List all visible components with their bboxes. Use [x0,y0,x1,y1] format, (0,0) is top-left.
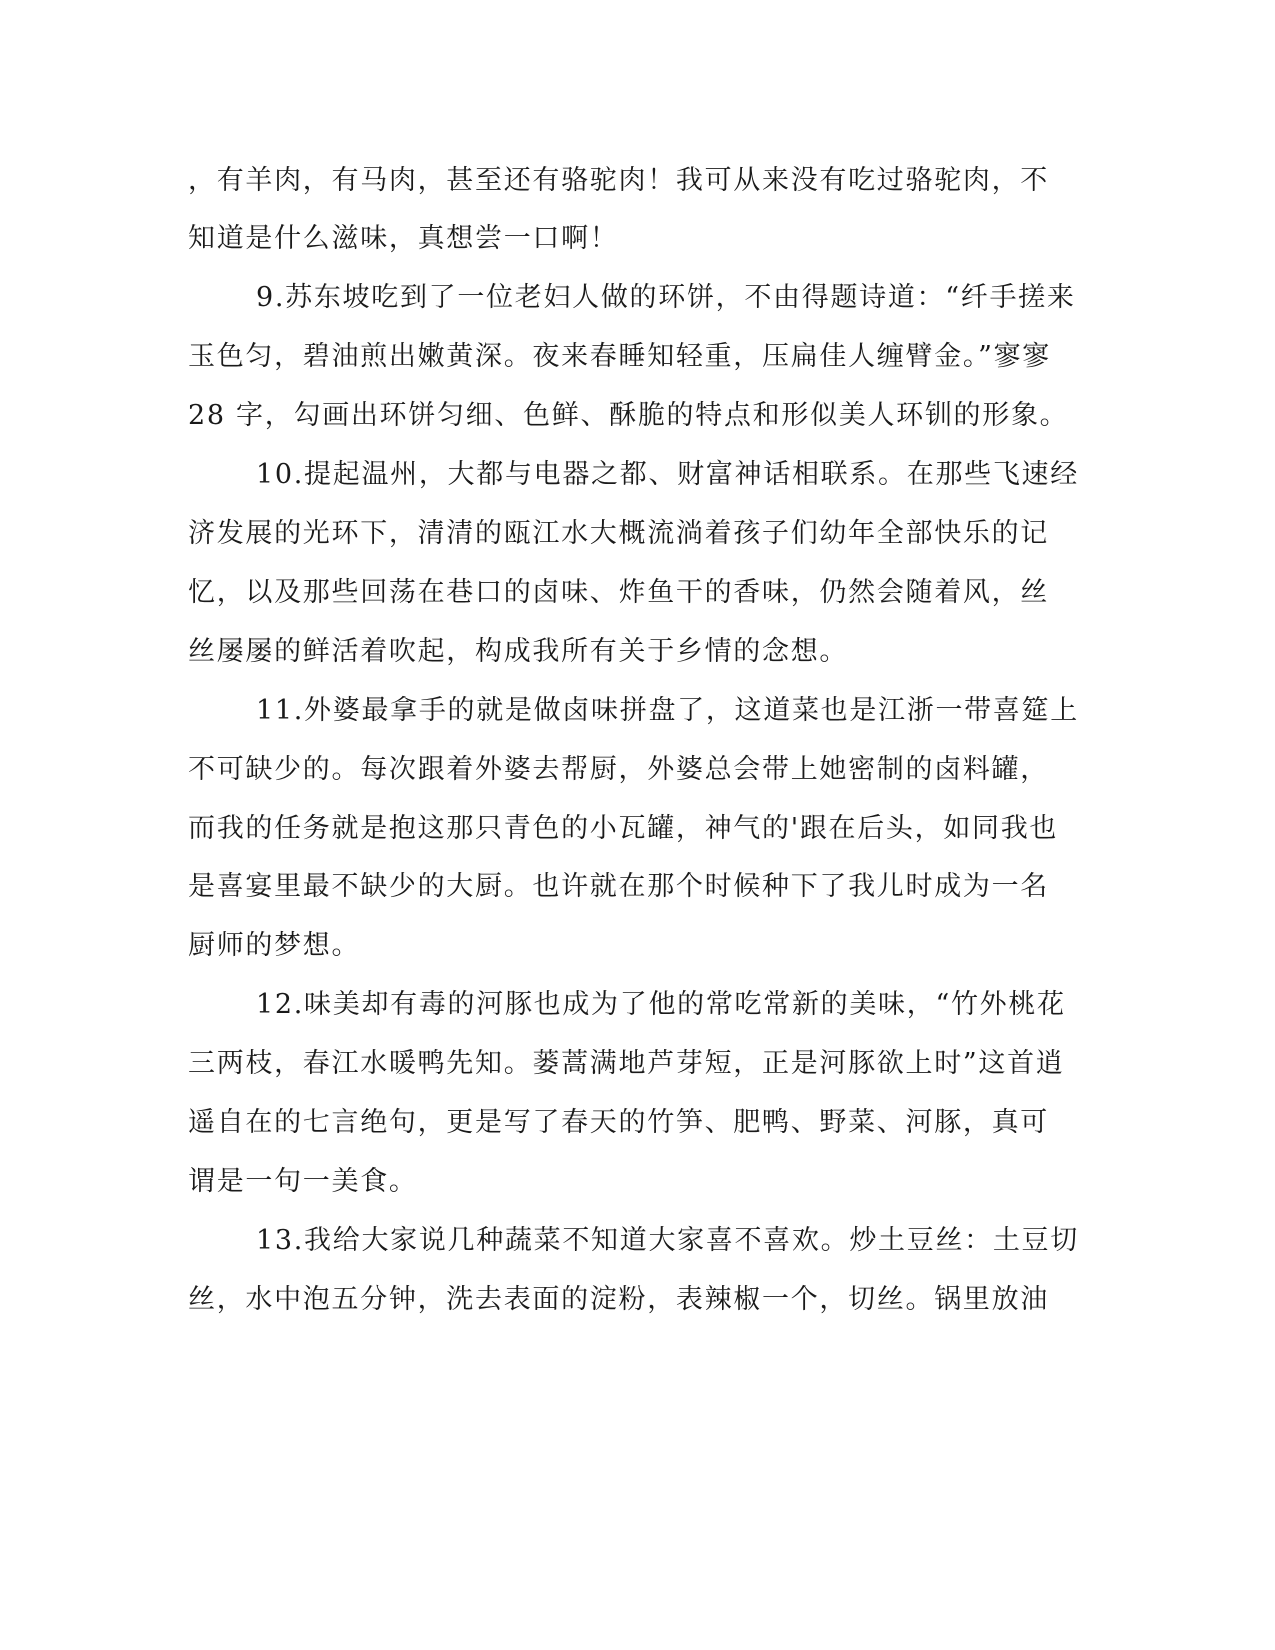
text-line: 知道是什么滋味，真想尝一口啊！ [188,223,619,254]
paragraph-13-first-line: 13.我给大家说几种蔬菜不知道大家喜不喜欢。炒土豆丝：土豆切 [256,1225,1079,1256]
paragraph-12-first-line: 12.味美却有毒的河豚也成为了他的常吃常新的美味，“竹外桃花 [256,989,1066,1020]
text-line: 丝，水中泡五分钟，洗去表面的淀粉，表辣椒一个，切丝。锅里放油 [188,1284,1049,1315]
text-line: 丝屡屡的鲜活着吹起，构成我所有关于乡情的念想。 [188,636,849,667]
text-line: 不可缺少的。每次跟着外婆去帮厨，外婆总会带上她密制的卤料罐， [188,754,1049,785]
text-line: 遥自在的七言绝句，更是写了春天的竹笋、肥鸭、野菜、河豚，真可 [188,1107,1049,1138]
paragraph-11-first-line: 11.外婆最拿手的就是做卤味拼盘了，这道菜也是江浙一带喜筵上 [256,695,1079,726]
text-line: 三两枝，春江水暖鸭先知。蒌蒿满地芦芽短，正是河豚欲上时”这首逍 [188,1048,1065,1079]
text-line: 谓是一句一美食。 [188,1166,418,1197]
text-line: 济发展的光环下，清清的瓯江水大概流淌着孩子们幼年全部快乐的记 [188,518,1049,549]
text-line: 而我的任务就是抱这那只青色的小瓦罐，神气的'跟在后头，如同我也 [188,813,1059,844]
text-line: 玉色匀，碧油煎出嫩黄深。夜来春睡知轻重，压扁佳人缠臂金。”寥寥 [188,341,1052,372]
text-line: ，有羊肉，有马肉，甚至还有骆驼肉！我可从来没有吃过骆驼肉，不 [188,165,1049,196]
text-line: 是喜宴里最不缺少的大厨。也许就在那个时候种下了我儿时成为一名 [188,871,1049,902]
text-line: 28 字，勾画出环饼匀细、色鲜、酥脆的特点和形似美人环钏的形象。 [188,400,1069,431]
paragraph-9-first-line: 9.苏东坡吃到了一位老妇人做的环饼，不由得题诗道：“纤手搓来 [256,282,1076,313]
paragraph-10-first-line: 10.提起温州，大都与电器之都、财富神话相联系。在那些飞速经 [256,459,1079,490]
text-line: 忆，以及那些回荡在巷口的卤味、炸鱼干的香味，仍然会随着风，丝 [188,577,1049,608]
text-line: 厨师的梦想。 [188,930,361,961]
